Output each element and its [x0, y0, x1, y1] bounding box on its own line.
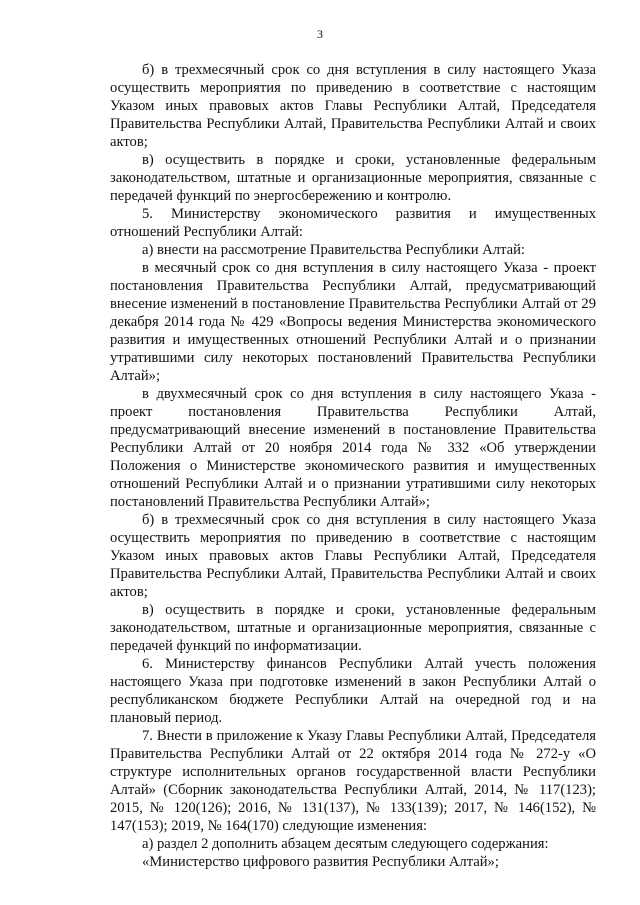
paragraph-7-amendments: 7. Внести в приложение к Указу Главы Республики Алтай, Председателя Правительства Республики Алтай от 22 октября 2014 года № 272-у «О структуре исполнительных органов государственной власти Республики Алтай» (Сборник законодательства Республики Алтай, 2014, № 117(123); 2015, № 120(126); 2016, № 131(137), № 133(139); 2017, № 146(152), № 147(153); 2019, № 164(170) следующие изменения: [110, 728, 596, 834]
paragraph-5b-organize-acts: б) в трехмесячный срок со дня вступления в силу настоящего Указа осуществить мероприятия по приведению в соответствие с настоящим Указом иных правовых актов Главы Республики Алтай, Председателя Правительства Республики Алтай, Правительства Республики Алтай и своих актов; [110, 512, 596, 600]
paragraph-5-ministry-economic-development: 5. Министерству экономического развития и имущественных отношений Республики Алтай: [110, 206, 596, 240]
paragraph-5a-submit: а) внести на рассмотрение Правительства Республики Алтай: [142, 242, 525, 258]
paragraph-7a-new-ministry: «Министерство цифрового развития Республики Алтай»; [142, 854, 499, 870]
paragraph-6-ministry-finance: 6. Министерству финансов Республики Алтай учесть положения настоящего Указа при подготовке изменений в закон Республики Алтай о республиканском бюджете Республики Алтай на очередной год и на плановый период. [110, 656, 596, 726]
document-body [110, 61, 596, 871]
page-number: 3 [317, 27, 323, 41]
paragraph-5c-informatization-functions: в) осуществить в порядке и сроки, установленные федеральным законодательством, штатные и организационные мероприятия, связанные с передачей функций по информатизации. [110, 602, 596, 654]
paragraph-5a-monthly-draft: в месячный срок со дня вступления в силу настоящего Указа - проект постановления Правительства Республики Алтай, предусматривающий внесение изменений в постановление Правительства Республики Алтай от 29 декабря 2014 года № 429 «Вопросы ведения Министерства экономического развития и имущественных отношений Республики Алтай и о признании утратившими силу некоторых постановлений Правительства Республики Алтай»; [110, 260, 596, 384]
paragraph-5a-two-month-draft: в двухмесячный срок со дня вступления в силу настоящего Указа - проект постановления Правительства Республики Алтай, предусматривающий внесение изменений в постановление Правительства Республики Алтай от 20 ноября 2014 года № 332 «Об утверждении Положения о Министерстве экономического развития и имущественных отношений Республики Алтай и о признании утратившими силу некоторых постановлений Правительства Республики Алтай»; [110, 386, 596, 510]
paragraph-4c-energy-saving-functions: в) осуществить в порядке и сроки, установленные федеральным законодательством, штатные и организационные мероприятия, связанные с передачей функций по энергосбережению и контролю. [110, 152, 596, 204]
paragraph-4b-organize-acts: б) в трехмесячный срок со дня вступления в силу настоящего Указа осуществить мероприятия по приведению в соответствие с настоящим Указом иных правовых актов Главы Республики Алтай, Председателя Правительства Республики Алтай, Правительства Республики Алтай и своих актов; [110, 62, 596, 150]
paragraph-7a-section-2: а) раздел 2 дополнить абзацем десятым следующего содержания: [142, 836, 549, 852]
